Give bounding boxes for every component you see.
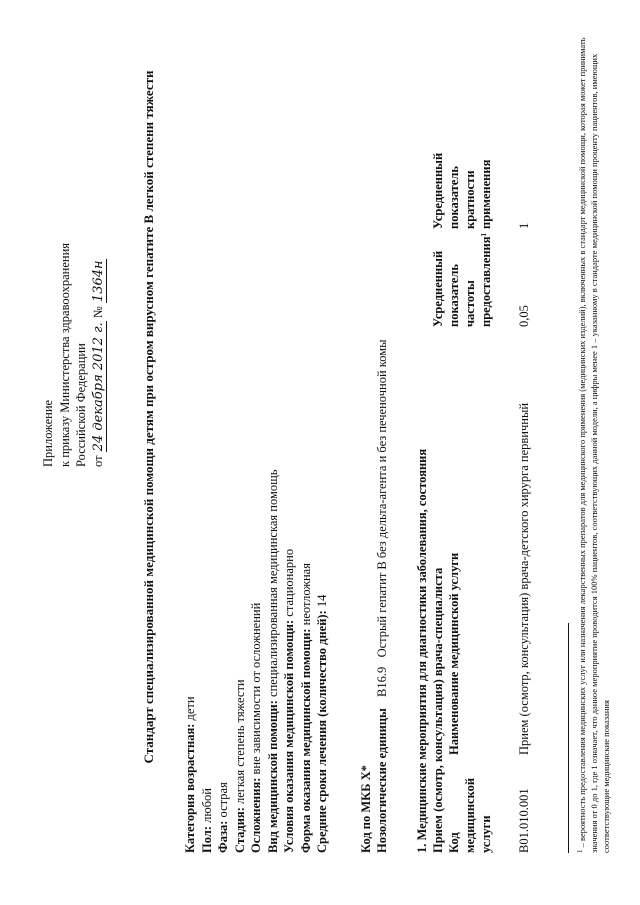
number-prefix: № xyxy=(90,306,105,319)
row-service-name: Прием (осмотр, консультация) врача-детского хирурга первичный xyxy=(517,402,531,755)
header-freq-line2: показатель xyxy=(447,264,461,327)
handwritten-date: 24 декабря 2012 г. xyxy=(90,322,106,452)
mkb-sub-label: Нозологические единицы xyxy=(375,708,389,853)
header-service-name: Наименование медицинской услуги xyxy=(447,552,461,755)
row-frequency: 0,05 xyxy=(517,305,531,327)
param-complications: Осложнения: вне зависимости от осложнений xyxy=(249,602,263,853)
mkb-value xyxy=(374,339,390,697)
header-freq-line3: частоты xyxy=(463,280,477,327)
parameters-list xyxy=(182,470,331,853)
header-frequency xyxy=(430,233,494,327)
header-freq-line1: Усредненный xyxy=(431,250,445,327)
header-code-line1: Код xyxy=(447,832,461,853)
param-age: Категория возрастная: дети xyxy=(183,696,197,853)
appendix-line1: Приложение xyxy=(41,399,55,467)
appendix-line2: к приказу Министерства здравоохранения xyxy=(57,242,72,467)
param-phase: Фаза: острая xyxy=(216,782,230,853)
param-sex: Пол: любой xyxy=(199,788,214,853)
appendix-block xyxy=(40,243,107,467)
mkb-code: B16.9 xyxy=(375,666,389,697)
param-duration: Средние сроки лечения (количество дней): 14 xyxy=(315,594,329,853)
section-title: 1. Медицинские мероприятия для диагностики заболевания, состояния xyxy=(415,448,429,853)
footnote-divider xyxy=(568,623,569,853)
header-mult-line2: показатель xyxy=(447,166,461,229)
row-multiplicity: 1 xyxy=(517,222,531,229)
header-mult-line3: кратности xyxy=(463,170,477,229)
header-freq-line4: предоставления$^1$ xyxy=(479,232,493,327)
param-care-form: Форма оказания медицинской помощи: неотложная xyxy=(298,563,313,853)
footnote-text: – вероятность предоставления медицинских услуг или назначения лекарственных препаратов для медицинского применения (медицинских изделий), включенных в стандарт медицинской помощи, которая может принимать значения от 0 до 1, где 1 означает, что данное мероприятие проводится 100% пациентов, соответствующих данной модели, а цифры менее 1 – указанному в стандарте медицинской помощи проценту пациентов, имеющих соответствующие медицинские показания xyxy=(577,37,611,853)
footnote-ref: 1 xyxy=(480,232,488,237)
section-subtitle: Прием (осмотр, консультация) врача-специалиста xyxy=(431,567,445,853)
mkb-block xyxy=(358,339,390,853)
header-mult-line1: Усредненный xyxy=(431,152,445,229)
header-mult-line4: применения xyxy=(479,159,493,229)
header-code-line3: услуги xyxy=(479,815,493,853)
header-code-line2: медицинской xyxy=(463,777,477,853)
mkb-description: Острый гепатит B без дельта-агента и без печеночной комы xyxy=(375,339,389,658)
param-care-type: Вид медицинской помощи: специализированная медицинская помощь xyxy=(265,469,280,853)
header-multiplicity xyxy=(430,153,494,229)
appendix-line3: Российской Федерации xyxy=(74,343,88,467)
mkb-label: Код по МКБ X* xyxy=(359,765,373,853)
handwritten-number: 1364н xyxy=(90,260,106,303)
from-prefix: от xyxy=(90,455,105,467)
appendix-date-line xyxy=(90,243,108,467)
header-code xyxy=(446,778,494,853)
param-care-conditions: Условия оказания медицинской помощи: стационарно xyxy=(282,548,296,853)
section-heading xyxy=(414,449,446,853)
row-code: B01.010.001 xyxy=(517,788,531,853)
document-title: Стандарт специализированной медицинской помощи детям при остром вирусном гепатите В легкой степени тяжести xyxy=(141,70,156,764)
footnote xyxy=(576,23,612,853)
param-stage: Стадия: легкая степень тяжести xyxy=(232,679,247,853)
footnote-mark: 1 xyxy=(576,849,584,853)
